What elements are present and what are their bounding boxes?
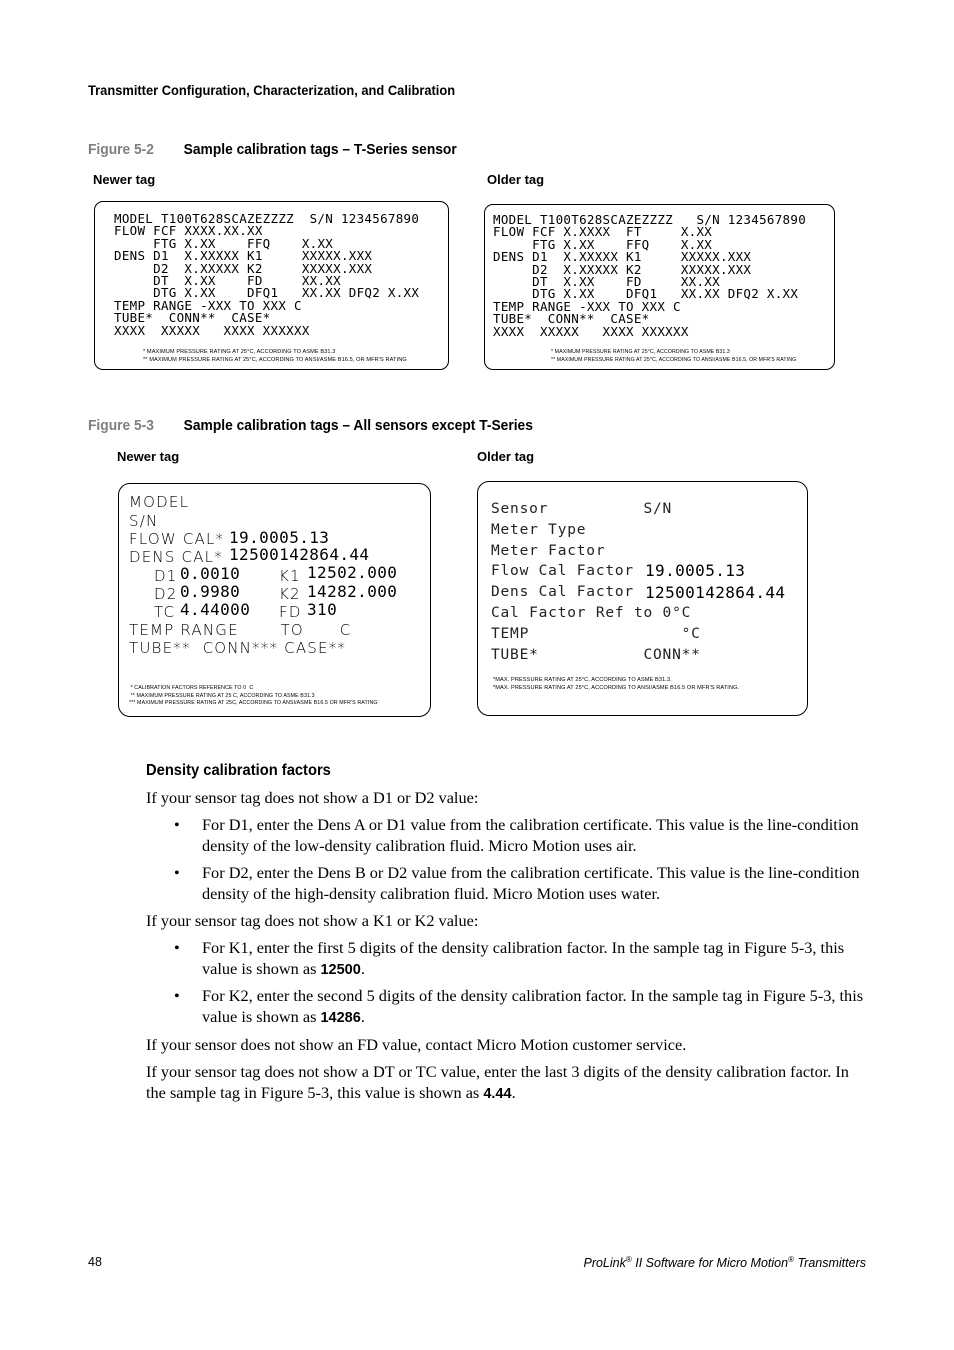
older-tag-label: Older tag: [477, 449, 535, 464]
running-header: Transmitter Configuration, Characterization, and Calibration: [88, 82, 456, 98]
figure-title: Sample calibration tags – All sensors except T-Series: [183, 417, 533, 434]
list-item: [174, 986, 866, 1028]
k2-label: K2: [279, 585, 301, 603]
newer-tag-label: Newer tag: [93, 172, 156, 187]
figure-number: Figure 5-2: [88, 141, 154, 158]
tag-footnote: * MAXIMUM PRESSURE RATING AT 25°C, ACCORDING TO ASME B31.3 ** MAXIMUM PRESSURE RATING AT 25°C, ACCORDING TO ANSI/ASME B16.5, OR MFR'S RATING: [143, 349, 407, 363]
list-item-text: For D2, enter the Dens B or D2 value from the calibration certificate. This value is the line-condition density of the high-density calibration fluid. Micro Motion uses water.: [202, 863, 860, 903]
tag-footnote: * CALIBRATION FACTORS REFERENCE TO 0 C ** MAXIMUM PRESSURE RATING AT 25 C, ACCORDING TO ASME B31.3 *** MAXIMUM PRESSURE RATING AT 25C, ACCORDING TO ANSI/ASME B16.5 OR MFR'S RATING: [129, 685, 378, 706]
list-item-text-part: For K1, enter the first 5 digits of the density calibration factor. In the sample tag in Figure 5-3, this value is shown as: [202, 938, 845, 978]
tag-text: MODEL T100T628SCAZEZZZZ S/N 1234567890 FLOW FCF X.XXXX FT X.XX FTG X.XX FFQ X.XX DENS D1 X.XXXXX K1 XXXXX.XXX D2 X.XXXXX K2 XXXXX.XXX DT X.XX FD XX.XX DTG X.XX DFQ1 XX.XX DFQ2 X.XX TEMP RANGE -XXX TO XXX C TUBE* CONN** CASE* XXXX XXXXX XXXX XXXXXX: [493, 212, 807, 339]
fd-value: 310: [307, 600, 338, 619]
flow-cal-value: 19.0005.13: [229, 528, 330, 547]
k2-value: 14282.000: [307, 582, 398, 601]
paragraph: If your sensor does not show an FD value, contact Micro Motion customer service.: [146, 1035, 687, 1054]
figure-title: Sample calibration tags – T-Series sensor: [183, 141, 457, 158]
d2-value: 0.9980: [180, 582, 241, 601]
period: .: [511, 1082, 516, 1102]
tag-text: Sensor S/N Meter Type Meter Factor Flow Cal Factor Dens Cal Factor Cal Factor Ref to 0°C TEMP °C TUBE* CONN**: [491, 501, 701, 663]
k1-value: 12502.000: [307, 563, 398, 582]
tag-text: MODEL T100T628SCAZEZZZZ S/N 1234567890 FLOW FCF XXXX.XX.XX FTG X.XX FFQ X.XX DENS D1 X.XXXXX K1 XXXXX.XXX D2 X.XXXXX K2 XXXXX.XXX DT X.XX FD XX.XX DTG X.XX DFQ1 XX.XX DFQ2 X.XX TEMP RANGE -XXX TO XXX C TUBE* CONN** CASE* XXXX XXXXX XXXX XXXXXX: [114, 211, 420, 338]
period: .: [360, 958, 365, 978]
k1-label: K1: [279, 567, 301, 585]
t-series-newer-tag: [94, 201, 449, 370]
tc-value: 4.44000: [180, 600, 251, 619]
tube-conn-case-line: TUBE** CONN*** CASE**: [129, 639, 347, 657]
bullet-glyph: •: [174, 815, 180, 834]
footer-title-part: Transmitters: [794, 1256, 866, 1271]
figure-number: Figure 5-3: [88, 417, 154, 434]
paragraph-text-part: If your sensor tag does not show a DT or TC value, enter the last 3 digits of the density calibration factor. In the sample tag in Figure 5-3, this value is shown as: [146, 1062, 849, 1102]
footer-title-part: ProLink: [583, 1256, 626, 1271]
tc-example-value: 4.44: [483, 1085, 512, 1102]
sn-label: S/N: [129, 512, 159, 530]
all-sensors-older-tag: [477, 481, 808, 716]
k1-example-value: 12500: [320, 961, 361, 978]
d2-label: D2: [154, 585, 178, 603]
figure-5-2-caption: [88, 141, 457, 158]
page-number: 48: [88, 1255, 102, 1269]
paragraph: [146, 1062, 866, 1104]
all-sensors-newer-tag: [118, 483, 431, 717]
list-item-text: [202, 986, 866, 1028]
period: .: [360, 1006, 365, 1026]
list-item: [174, 815, 866, 856]
older-tag-label: Older tag: [487, 172, 545, 187]
tag-footnote: * MAXIMUM PRESSURE RATING AT 25°C, ACCORDING TO ASME B31.3 ** MAXIMUM PRESSURE RATING AT 25°C, ACCORDING TO ANSI/ASME B16.5, OR MFR'S RATING: [551, 349, 797, 363]
figure-5-3-caption: [88, 417, 533, 434]
newer-tag-label: Newer tag: [117, 449, 180, 464]
flow-cal-label: FLOW CAL*: [129, 530, 225, 548]
fd-label: FD: [279, 603, 302, 621]
tc-label: TC: [154, 603, 176, 621]
model-label: MODEL: [129, 493, 190, 511]
flow-cal-factor-value: 19.0005.13: [645, 561, 746, 580]
bullet-glyph: •: [174, 938, 180, 957]
dens-cal-value: 12500142864.44: [229, 545, 370, 564]
temp-range-line: TEMP RANGE TO C: [129, 621, 352, 639]
dens-cal-factor-value: 12500142864.44: [645, 583, 786, 602]
list-item-text: [202, 938, 866, 980]
tag-footnote: *MAX. PRESSURE RATING AT 25°C, ACCORDING TO ASME B31.3. *MAX. PRESSURE RATING AT 25°C, ACCORDING TO ANSI/ASME B16.5 OR MFR'S RATING.: [493, 677, 740, 691]
paragraph: If your sensor tag does not show a D1 or D2 value:: [146, 788, 479, 807]
bullet-glyph: •: [174, 986, 180, 1005]
d1-value: 0.0010: [180, 564, 241, 583]
footer-title-part: II Software for Micro Motion: [631, 1256, 789, 1271]
d1-label: D1: [154, 567, 178, 585]
registered-mark: ®: [625, 1255, 632, 1264]
footer-title: [583, 1255, 866, 1270]
section-heading: Density calibration factors: [146, 762, 331, 779]
list-item: [174, 863, 866, 904]
bullet-glyph: •: [174, 863, 180, 882]
t-series-older-tag: [484, 204, 835, 370]
k2-example-value: 14286: [320, 1009, 361, 1026]
dens-cal-label: DENS CAL*: [129, 548, 223, 566]
paragraph: If your sensor tag does not show a K1 or K2 value:: [146, 911, 479, 930]
list-item-text-part: For K2, enter the second 5 digits of the density calibration factor. In the sample tag in Figure 5-3, this value is shown as: [202, 986, 864, 1026]
list-item: [174, 938, 866, 980]
registered-mark: ®: [788, 1255, 794, 1264]
list-item-text: For D1, enter the Dens A or D1 value from the calibration certificate. This value is the line-condition density of the low-density calibration fluid. Micro Motion uses air.: [202, 815, 859, 855]
